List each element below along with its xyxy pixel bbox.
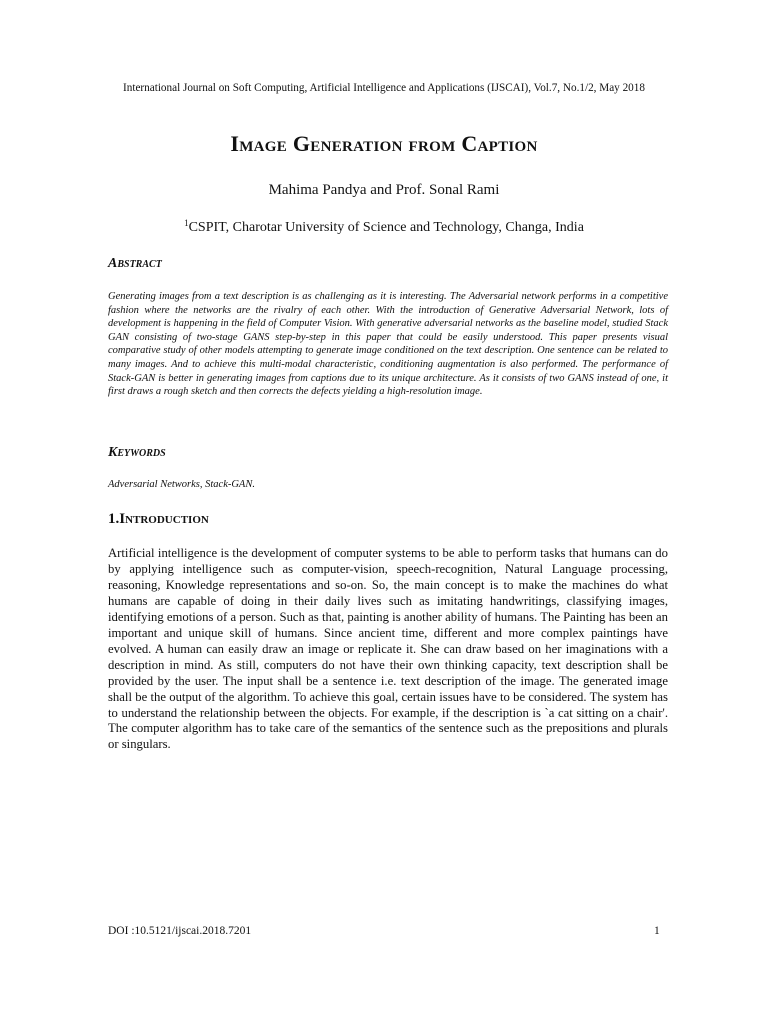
page-number: 1 [654,925,660,937]
abstract-body: Generating images from a text description is as challenging as it is interesting. The Adversarial network performs in a competitive fashion where the networks are the rivalry of each other. With the introduction of Generative Adversarial Network, lots of development is happening in the field of Computer Vision. With generative adversarial networks as the baseline model, studied Stack GAN consisting of two-stage GANS step-by-step in this paper that could be easily understood. This paper presents visual comparative study of other models attempting to generate image conditioned on the text description. One sentence can be related to many images. And to achieve this multi-modal characteristic, conditioning augmentation is also performed. The performance of Stack-GAN is better in generating images from captions due to its unique architecture. As it consists of two GANS instead of one, it first draws a rough sketch and then corrects the defects yielding a high-resolution image. [108,291,668,398]
abstract-heading: Abstract [108,256,162,271]
author-list: Mahima Pandya and Prof. Sonal Rami [268,182,500,198]
affiliation [0,218,768,236]
running-header: International Journal on Soft Computing, Artificial Intelligence and Applications (IJSCAI), Vol.7, No.1/2, May 2018 [123,82,645,94]
introduction-heading: 1.Introduction [108,511,209,527]
affiliation-mark: 1 [184,218,189,228]
keywords-heading: Keywords [108,445,166,460]
affiliation-text: CSPIT, Charotar University of Science and Technology, Changa, India [188,220,584,235]
introduction-body: Artificial intelligence is the development of computer systems to be able to perform tasks that humans can do by applying intelligence such as computer-vision, speech-recognition, Natural Language processing, reasoning, Knowledge representations and so-on. So, the main concept is to make the machines do what humans are capable of doing in their daily lives such as imitating handwritings, classifying images, identifying emotions of a person. Such as that, painting is another ability of humans. The Painting has been an important and unique skill of humans. Since ancient time, different and more complex paintings have evolved. A human can easily draw an image or replicate it. She can draw based on her imaginations with a description in mind. As still, computers do not have their own thinking capacity, text description shall be provided by the user. The input shall be a sentence i.e. text description of the image. The generated image shall be the output of the algorithm. To achieve this goal, certain issues have to be considered. The system has to understand the relationship between the objects. For example, if the description is `a cat sitting on a chair'. The computer algorithm has to take care of the semantics of the sentence such as the prepositions and plurals or singulars. [108,546,668,752]
paper-title: Image Generation from Caption [230,131,538,156]
keywords-body: Adversarial Networks, Stack-GAN. [108,479,255,490]
footer-doi: DOI :10.5121/ijscai.2018.7201 [108,925,252,937]
